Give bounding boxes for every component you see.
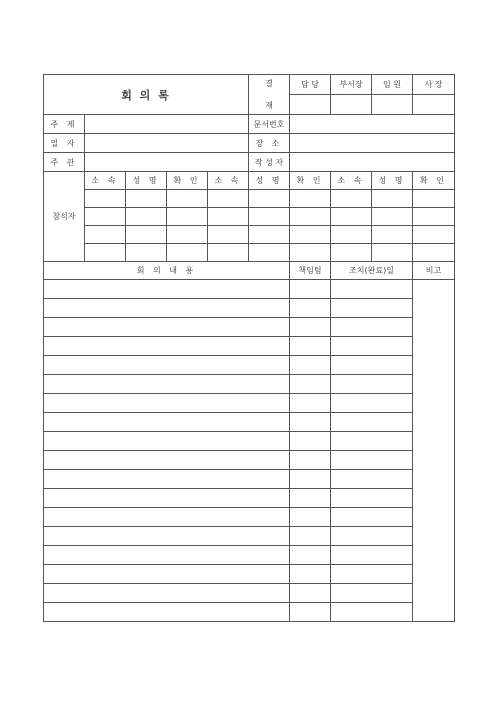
content-row: [44, 280, 455, 299]
doc-number-label: 문서번호: [249, 115, 290, 134]
organizer-field[interactable]: [85, 153, 249, 172]
content-row: [44, 356, 455, 375]
content-row: [44, 508, 455, 527]
approval-role-dept-head: 부서장: [331, 75, 372, 95]
responsible-team-header: 책임팀: [290, 262, 331, 280]
approval-label: [249, 75, 290, 115]
approval-label-bottom: 재: [265, 101, 273, 110]
attendee-col-confirm-2: 확 인: [290, 172, 331, 190]
content-row: [44, 318, 455, 337]
place-field[interactable]: [290, 134, 455, 153]
date-field[interactable]: [85, 134, 249, 153]
remarks-cell[interactable]: [413, 280, 455, 622]
attendee-col-confirm-3: 확 인: [413, 172, 455, 190]
approval-role-executive: 임 원: [372, 75, 413, 95]
content-row: [44, 451, 455, 470]
content-row: [44, 489, 455, 508]
approval-label-top: 결: [265, 79, 273, 88]
content-row: [44, 565, 455, 584]
content-header: 회 의 내 용: [44, 262, 290, 280]
writer-label: 작 성 자: [249, 153, 290, 172]
approval-sign-dept-head[interactable]: [331, 95, 372, 115]
content-row: [44, 299, 455, 318]
attendee-row: [44, 226, 455, 244]
form-table: [43, 74, 455, 622]
attendee-col-name-3: 성 명: [372, 172, 413, 190]
content-row: [44, 584, 455, 603]
content-row: [44, 527, 455, 546]
attendee-col-confirm-1: 확 인: [167, 172, 208, 190]
approval-sign-manager[interactable]: [290, 95, 331, 115]
meeting-minutes-form: [43, 74, 454, 621]
place-label: 장 소: [249, 134, 290, 153]
remarks-header: 비고: [413, 262, 455, 280]
approval-role-president: 사 장: [413, 75, 455, 95]
subject-label: 주 제: [44, 115, 85, 134]
content-row: [44, 413, 455, 432]
attendee-row: [44, 208, 455, 226]
form-title: 회 의 록: [44, 75, 249, 115]
content-row: [44, 603, 455, 622]
date-label: 일 자: [44, 134, 85, 153]
content-row: [44, 375, 455, 394]
organizer-label: 주 관: [44, 153, 85, 172]
approval-sign-president[interactable]: [413, 95, 455, 115]
subject-field[interactable]: [85, 115, 249, 134]
approval-role-manager: 담 당: [290, 75, 331, 95]
attendee-col-name-1: 성 명: [126, 172, 167, 190]
content-row: [44, 470, 455, 489]
attendee-row: [44, 190, 455, 208]
content-row: [44, 432, 455, 451]
attendee-row: [44, 244, 455, 262]
writer-field[interactable]: [290, 153, 455, 172]
content-row: [44, 337, 455, 356]
content-row: [44, 546, 455, 565]
attendee-col-name-2: 성 명: [249, 172, 290, 190]
attendees-label: 참석자: [44, 172, 85, 262]
attendee-col-affiliation-2: 소 속: [208, 172, 249, 190]
action-date-header: 조치(완료)일: [331, 262, 413, 280]
doc-number-field[interactable]: [290, 115, 455, 134]
content-row: [44, 394, 455, 413]
attendee-col-affiliation-1: 소 속: [85, 172, 126, 190]
attendee-col-affiliation-3: 소 속: [331, 172, 372, 190]
approval-sign-executive[interactable]: [372, 95, 413, 115]
